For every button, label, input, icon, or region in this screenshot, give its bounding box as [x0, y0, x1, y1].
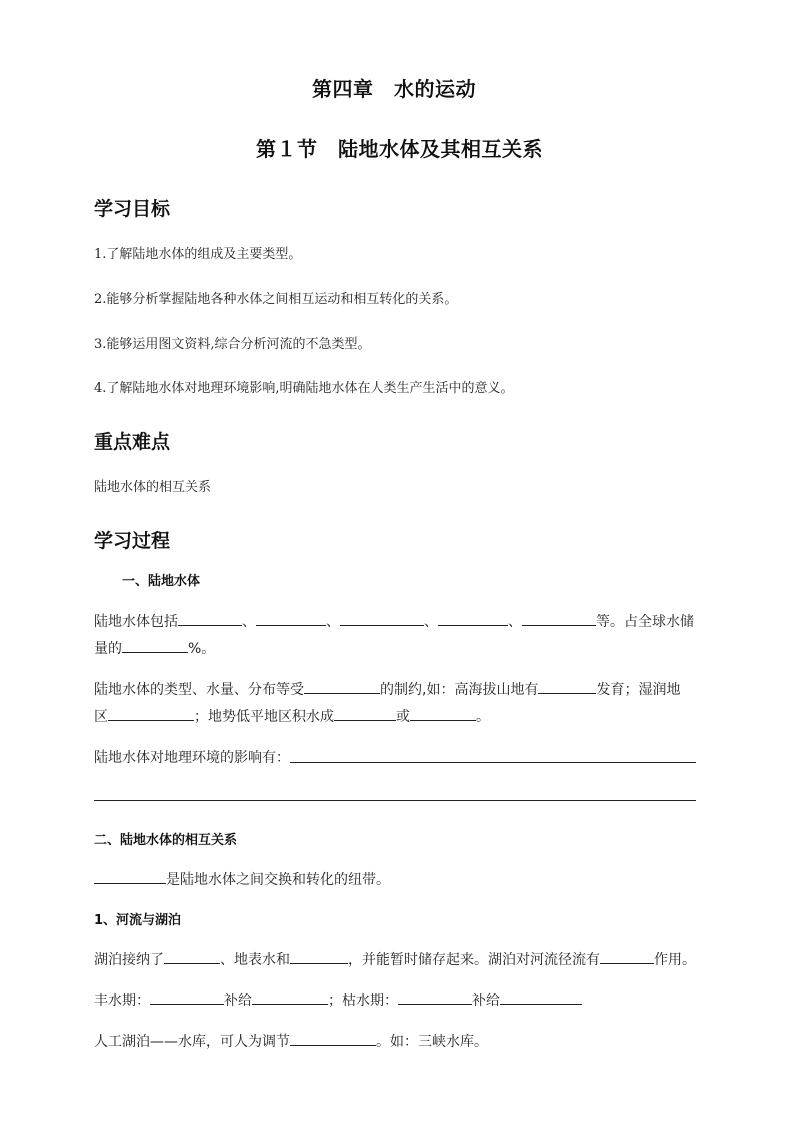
part2-line4 — [94, 1030, 488, 1051]
blank-8[interactable] — [538, 678, 596, 694]
part1-line5-label: 陆地水体对地理环境的影响有： — [94, 750, 290, 766]
l3-b: 补给 — [224, 993, 252, 1009]
part1-line3 — [94, 678, 680, 699]
blank-19[interactable] — [500, 989, 582, 1005]
part2-line1-text: 是陆地水体之间交换和转化的纽带。 — [166, 872, 390, 888]
blank-16[interactable] — [150, 989, 224, 1005]
goals-heading: 学习目标 — [94, 198, 171, 220]
process-heading: 学习过程 — [94, 530, 171, 552]
line3-mid: 的制约,如：高海拔山地有 — [380, 682, 539, 698]
part2-line2 — [94, 948, 696, 969]
separator: 、 — [242, 614, 256, 630]
line4-suffix: 。 — [476, 709, 490, 725]
blank-6[interactable] — [122, 637, 188, 653]
subsection-heading-river-lake: 1、河流与湖泊 — [94, 913, 182, 928]
part1-line4 — [94, 705, 490, 726]
blank-18[interactable] — [398, 989, 472, 1005]
blank-17[interactable] — [252, 989, 328, 1005]
part2-line3 — [94, 989, 582, 1010]
line4-or: 或 — [396, 709, 410, 725]
answer-line-1[interactable] — [290, 762, 696, 763]
l3-d: 补给 — [472, 993, 500, 1009]
blank-15[interactable] — [600, 948, 654, 964]
l3-c: ；枯水期： — [328, 993, 398, 1009]
answer-line-2[interactable] — [94, 800, 696, 801]
line2-suffix: %。 — [188, 641, 216, 657]
blank-13[interactable] — [164, 948, 220, 964]
goal-item-4: 4.了解陆地水体对地理环境影响,明确陆地水体在人类生产生活中的意义。 — [94, 381, 514, 396]
goal-item-2: 2.能够分析掌握陆地各种水体之间相互运动和相互转化的关系。 — [94, 292, 458, 307]
goal-item-1: 1.了解陆地水体的组成及主要类型。 — [94, 247, 302, 262]
line3-prefix: 陆地水体的类型、水量、分布等受 — [94, 682, 304, 698]
line4-prefix: 区 — [94, 709, 108, 725]
blank-5[interactable] — [522, 610, 596, 626]
l3-a: 丰水期： — [94, 993, 150, 1009]
blank-14[interactable] — [290, 948, 348, 964]
line2-prefix: 量的 — [94, 641, 122, 657]
section-title: 第１节 陆地水体及其相互关系 — [256, 137, 543, 161]
blank-9[interactable] — [108, 705, 194, 721]
l2-suffix: 作用。 — [654, 952, 696, 968]
blank-20[interactable] — [290, 1030, 376, 1046]
key-points-text: 陆地水体的相互关系 — [94, 480, 212, 495]
l2-mid2: ，并能暂时储存起来。湖泊对河流径流有 — [348, 952, 600, 968]
separator: 、 — [508, 614, 522, 630]
line1-prefix: 陆地水体包括 — [94, 614, 178, 630]
blank-3[interactable] — [340, 610, 424, 626]
blank-2[interactable] — [256, 610, 326, 626]
line1-suffix: 等。占全球水储 — [596, 614, 694, 630]
part2-heading: 二、陆地水体的相互关系 — [94, 833, 238, 848]
blank-11[interactable] — [410, 705, 476, 721]
part1-line1 — [94, 610, 694, 631]
separator: 、 — [424, 614, 438, 630]
l4-prefix: 人工湖泊——水库，可人为调节 — [94, 1034, 290, 1050]
line3-suffix: 发育；湿润地 — [596, 682, 681, 698]
chapter-title: 第四章 水的运动 — [312, 77, 476, 101]
blank-10[interactable] — [334, 705, 396, 721]
part2-line1 — [94, 868, 390, 889]
goal-item-3: 3.能够运用图文资料,综合分析河流的不急类型。 — [94, 337, 371, 352]
l2-prefix: 湖泊接纳了 — [94, 952, 164, 968]
l2-mid1: 、地表水和 — [220, 952, 290, 968]
line4-mid: ；地势低平地区积水成 — [194, 709, 334, 725]
l4-suffix: 。如：三峡水库。 — [376, 1034, 488, 1050]
part1-heading: 一、陆地水体 — [122, 574, 201, 589]
part1-line2 — [94, 637, 215, 658]
blank-4[interactable] — [438, 610, 508, 626]
blank-1[interactable] — [178, 610, 242, 626]
key-points-heading: 重点难点 — [94, 431, 171, 453]
blank-12[interactable] — [94, 868, 166, 884]
separator: 、 — [326, 614, 340, 630]
blank-7[interactable] — [304, 678, 380, 694]
